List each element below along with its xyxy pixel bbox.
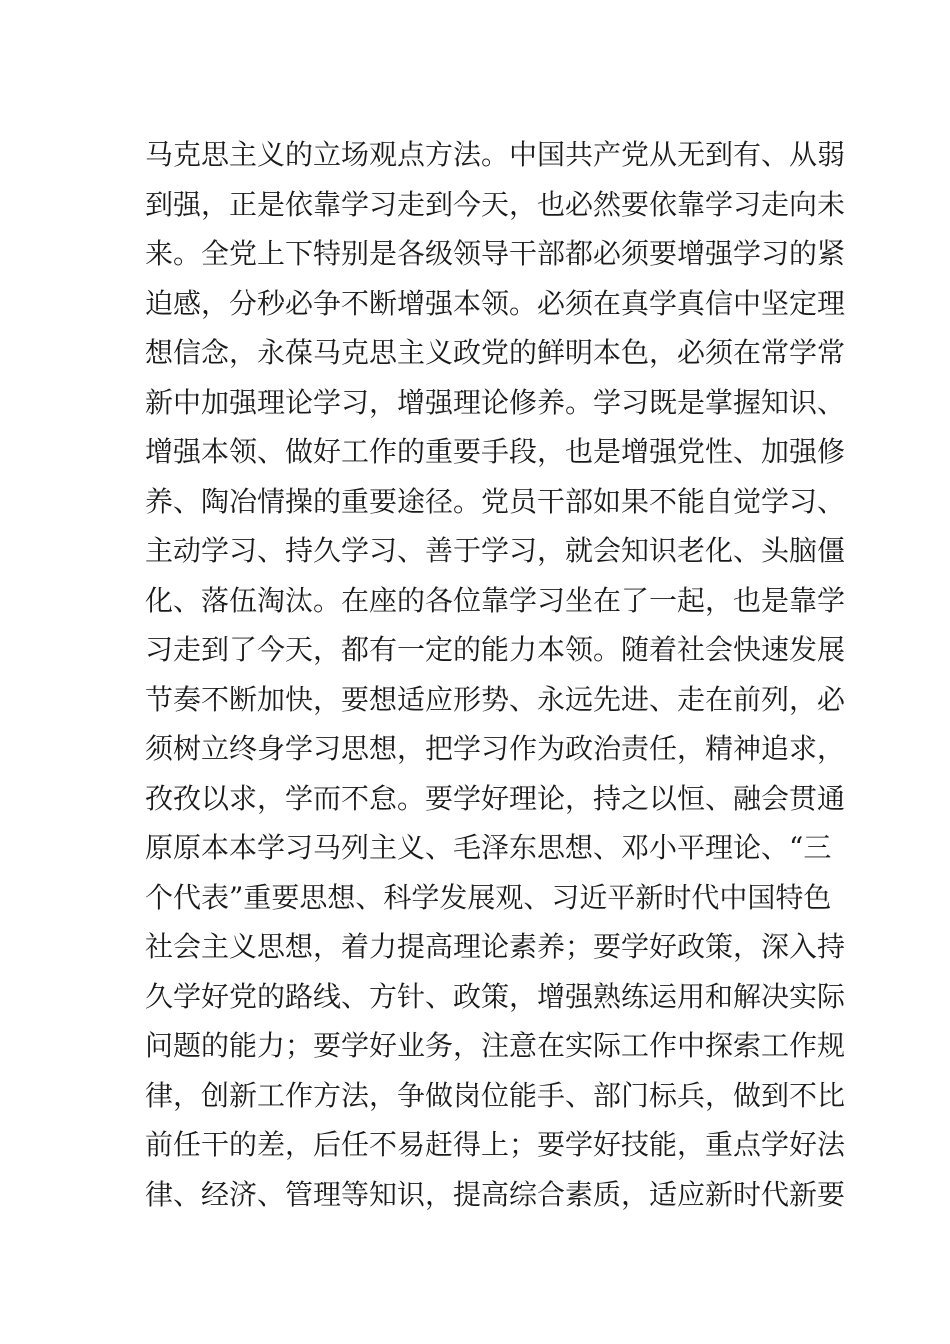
text-line: 主动学习、持久学习、善于学习，就会知识老化、头脑僵 xyxy=(145,534,846,567)
text-line: 习走到了今天，都有一定的能力本领。随着社会快速发展 xyxy=(145,633,846,666)
text-line: 想信念，永葆马克思主义政党的鲜明本色，必须在常学常 xyxy=(145,336,846,369)
text-line: 增强本领、做好工作的重要手段，也是增强党性、加强修 xyxy=(145,435,846,468)
text-line: 律、经济、管理等知识，提高综合素质，适应新时代新要 xyxy=(145,1177,846,1211)
text-line: 到强，正是依靠学习走到今天，也必然要依靠学习走向未 xyxy=(145,187,846,221)
text-line: 问题的能力；要学好业务，注意在实际工作中探索工作规 xyxy=(145,1029,846,1062)
text-line: 前任干的差，后任不易赶得上；要学好技能，重点学好法 xyxy=(145,1128,846,1161)
text-line: 来。全党上下特别是各级领导干部都必须要增强学习的紧 xyxy=(145,237,846,270)
text-line: 久学好党的路线、方针、政策，增强熟练运用和解决实际 xyxy=(145,979,846,1013)
text-line: 新中加强理论学习，增强理论修养。学习既是掌握知识、 xyxy=(145,385,846,419)
text-line: 个代表”重要思想、科学发展观、习近平新时代中国特色 xyxy=(145,880,832,914)
text-line: 社会主义思想，着力提高理论素养；要学好政策，深入持 xyxy=(145,930,846,963)
text-line: 节奏不断加快，要想适应形势、永远先进、走在前列，必 xyxy=(145,682,846,716)
text-line: 迫感，分秒必争不断增强本领。必须在真学真信中坚定理 xyxy=(145,286,846,320)
text-line: 须树立终身学习思想，把学习作为政治责任，精神追求， xyxy=(145,732,846,765)
text-line: 原原本本学习马列主义、毛泽东思想、邓小平理论、“三 xyxy=(145,831,832,864)
text-line: 马克思主义的立场观点方法。中国共产党从无到有、从弱 xyxy=(145,138,846,171)
text-line: 律，创新工作方法，争做岗位能手、部门标兵，做到不比 xyxy=(145,1078,846,1112)
text-line: 化、落伍淘汰。在座的各位靠学习坐在了一起，也是靠学 xyxy=(145,583,846,617)
text-line: 孜孜以求，学而不怠。要学好理论，持之以恒、融会贯通 xyxy=(145,781,846,815)
body-paragraph xyxy=(145,130,846,1219)
text-line: 养、陶冶情操的重要途径。党员干部如果不能自觉学习、 xyxy=(145,484,846,518)
